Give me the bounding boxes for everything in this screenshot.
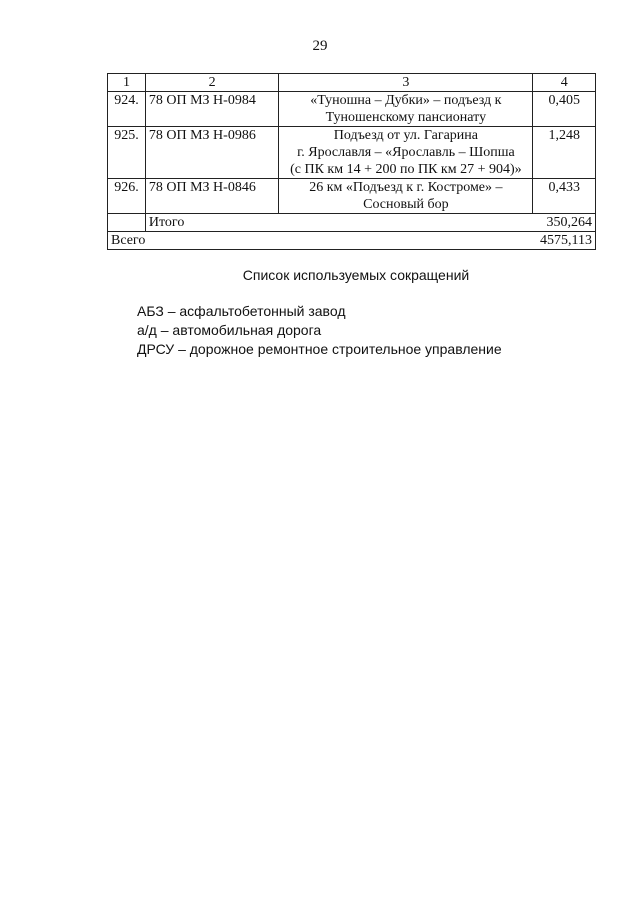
road-length: 0,405: [533, 92, 596, 127]
road-name: [279, 179, 533, 214]
road-code: 78 ОП МЗ Н-0846: [145, 179, 278, 214]
vsego-value: 4575,113: [279, 232, 596, 250]
abbreviation-item: а/д – автомобильная дорога: [137, 322, 322, 338]
road-name-line: «Туношна – Дубки» – подъезд к: [310, 93, 502, 108]
row-number: 926.: [108, 179, 146, 214]
road-name-line: г. Ярославля – «Ярославль – Шопша: [297, 145, 515, 160]
abbreviation-item: АБЗ – асфальтобетонный завод: [137, 303, 346, 319]
road-name-line: Сосновый бор: [363, 197, 449, 212]
header-cell-2: 2: [145, 74, 278, 92]
page-number: 29: [312, 38, 328, 54]
road-name-line: Туношенскому пансионату: [325, 110, 487, 125]
abbreviation-item: ДРСУ – дорожное ремонтное строительное управление: [137, 341, 502, 357]
roads-table: [107, 73, 596, 250]
road-length: 1,248: [533, 127, 596, 179]
vsego-label: Всего: [108, 232, 279, 250]
itogo-label: Итого: [145, 214, 278, 232]
table-row: [108, 92, 596, 127]
header-cell-4: 4: [533, 74, 596, 92]
header-cell-3: 3: [279, 74, 533, 92]
road-code: 78 ОП МЗ Н-0986: [145, 127, 278, 179]
itogo-value: 350,264: [279, 214, 596, 232]
row-number: 924.: [108, 92, 146, 127]
table-header-row: [108, 74, 596, 92]
road-name: [279, 92, 533, 127]
road-name: [279, 127, 533, 179]
road-name-line: 26 км «Подъезд к г. Костроме» –: [309, 180, 503, 195]
row-number: 925.: [108, 127, 146, 179]
header-cell-1: 1: [108, 74, 146, 92]
table-row: [108, 179, 596, 214]
abbreviations-title: Список используемых сокращений: [242, 267, 470, 283]
road-length: 0,433: [533, 179, 596, 214]
road-code: 78 ОП МЗ Н-0984: [145, 92, 278, 127]
road-name-line: Подъезд от ул. Гагарина: [333, 128, 479, 143]
table-row: [108, 127, 596, 179]
itogo-row: [108, 214, 596, 232]
itogo-empty-cell: [108, 214, 146, 232]
vsego-row: [108, 232, 596, 250]
abbreviations-list: [137, 302, 502, 359]
road-name-line: (с ПК км 14 + 200 по ПК км 27 + 904)»: [290, 162, 522, 177]
